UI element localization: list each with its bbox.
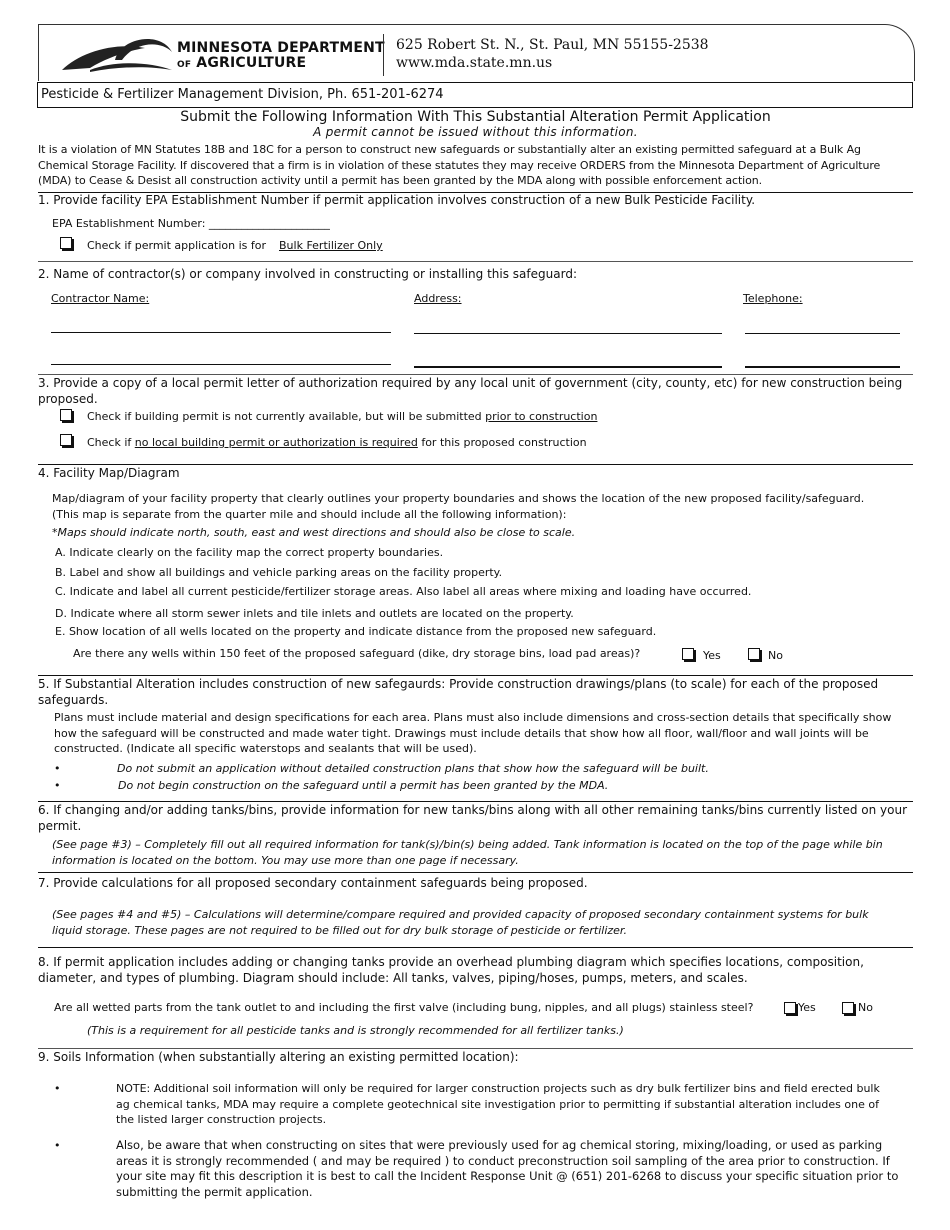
epa-number-field[interactable]: EPA Establishment Number: ______________________ [52, 217, 330, 230]
s9-bullet-1: NOTE: Additional soil information will only be required for larger construction projects such as dry bulk fertilizer bins and field erected bulk ag chemical tanks, MDA may require a complete geotechnical site investigation prior to permitting if substantial alteration includes one of the listed larger construction projects. [116, 1082, 880, 1126]
logo-line2: AGRICULTURE [196, 55, 307, 71]
s4-item-c: C. Indicate and label all current pesticide/fertilizer storage areas. Also label all areas where mixing and loading have occurred. [55, 585, 752, 598]
stainless-no-label: No [858, 1001, 873, 1014]
s4-note: *Maps should indicate north, south, east and west directions and should also be close to scale. [52, 526, 576, 539]
section-divider [38, 1048, 913, 1049]
wells-no-label: No [768, 649, 783, 662]
header-divider [383, 34, 384, 76]
address-input-2[interactable] [414, 366, 722, 368]
s4-item-e: E. Show location of all wells located on the property and indicate distance from the proposed new safeguard. [55, 625, 657, 638]
logo-wordmark [177, 41, 385, 73]
s6-heading: 6. If changing and/or adding tanks/bins, provide information for new tanks/bins along with all other remaining tanks/bins currently listed on your permit. [38, 803, 908, 833]
s4-body: Map/diagram of your facility property that clearly outlines your property boundaries and shows the location of the new proposed facility/safeguard. (This map is separate from the quarter mile and should include all the following information): [52, 492, 865, 521]
contractor-name-input-1[interactable] [51, 332, 391, 333]
logo-of: OF [177, 60, 192, 70]
section-divider [38, 261, 913, 262]
mda-logo-icon [60, 30, 175, 74]
bulk-fertilizer-checkbox[interactable] [60, 237, 72, 249]
contractor-name-label: Contractor Name: [51, 292, 150, 305]
s5-bullet-1: Do not submit an application without detailed construction plans that show how the safeguard will be built. [117, 762, 709, 775]
stainless-yes-checkbox[interactable] [784, 1002, 796, 1014]
s4-heading: 4. Facility Map/Diagram [38, 466, 180, 480]
section-divider [38, 947, 913, 948]
section-divider [38, 675, 913, 676]
intro-paragraph: It is a violation of MN Statutes 18B and 18C for a person to construct new safeguards or substantially alter an existing permitted safeguard at a Bulk Ag Chemical Storage Facility. If discovered that a firm is in violation of these statutes they may receive ORDERS from the Minnesota Department of Agriculture (MDA) to Cease & Desist all construction activity until a permit has been granted by the MDA along with possible enforcement action. [38, 143, 881, 187]
header-address-block [396, 36, 709, 72]
section-divider [38, 801, 913, 802]
s8-stainless-question: Are all wetted parts from the tank outlet to and including the first valve (including bung, nipples, and all plugs) stainless steel? [54, 1001, 754, 1014]
s5-body: Plans must include material and design specifications for each area. Plans must also include dimensions and cross-section details that specifically show how the safeguard will be constructed and made water tight. Drawings must include details that show how all floor, wall/floor and wall joints will be constructed. (Indicate all specific waterstops and sealants that will be used). [54, 711, 892, 755]
permit-later-checkbox[interactable] [60, 409, 72, 421]
bullet: • [54, 762, 61, 775]
bullet: • [54, 1139, 61, 1152]
stainless-yes-label: Yes [798, 1001, 816, 1014]
section-divider [38, 374, 913, 375]
s3-check1-label: Check if building permit is not currently available, but will be submitted prior to construction [87, 410, 598, 423]
s4-wells-question: Are there any wells within 150 feet of the proposed safeguard (dike, dry storage bins, load pad areas)? [73, 647, 641, 660]
telephone-input-2[interactable] [745, 366, 900, 368]
page-title: Submit the Following Information With This Substantial Alteration Permit Application [180, 109, 771, 125]
address-input-1[interactable] [414, 333, 722, 334]
s2-heading: 2. Name of contractor(s) or company involved in constructing or installing this safeguard: [38, 267, 577, 281]
s4-item-d: D. Indicate where all storm sewer inlets and tile inlets and outlets are located on the property. [55, 607, 574, 620]
s9-bullet-2: Also, be aware that when constructing on sites that were previously used for ag chemical storing, mixing/loading, or used as parking areas it is strongly recommended ( and may be required ) to conduct preconstruction soil sampling of the area prior to construction. If your site may fit this description it is best to call the Incident Response Unit @ (651) 201-6268 to discuss your specific situation prior to submitting the permit application. [116, 1138, 899, 1199]
s7-heading: 7. Provide calculations for all proposed secondary containment safeguards being proposed. [38, 876, 588, 890]
section-divider [38, 872, 913, 873]
s7-note: (See pages #4 and #5) – Calculations will determine/compare required and provided capacity of proposed secondary containment systems for bulk liquid storage. These pages are not required to be filled out for dry bulk storage of pesticide or fertilizer. [52, 908, 869, 937]
division-line: Pesticide & Fertilizer Management Division, Ph. 651-201-6274 [41, 87, 444, 102]
contractor-name-input-2[interactable] [51, 364, 391, 365]
s1-check-label: Check if permit application is for [87, 239, 267, 252]
s6-note: (See page #3) – Completely fill out all required information for tank(s)/bin(s) being added. Tank information is located on the top of the page while bin information is located on the bottom. You may use more than one page if necessary. [52, 838, 883, 867]
s3-heading: 3. Provide a copy of a local permit letter of authorization required by any local unit of government (city, county, etc) for new construction being proposed. [38, 376, 903, 406]
header-address: 625 Robert St. N., St. Paul, MN 55155-2538 [396, 37, 709, 53]
s4-item-a: A. Indicate clearly on the facility map the correct property boundaries. [55, 546, 444, 559]
telephone-input-1[interactable] [745, 333, 900, 334]
no-local-permit-checkbox[interactable] [60, 434, 72, 446]
section-divider [38, 464, 913, 465]
s4-item-b: B. Label and show all buildings and vehicle parking areas on the facility property. [55, 566, 503, 579]
bullet: • [54, 779, 61, 792]
wells-yes-checkbox[interactable] [682, 648, 694, 660]
s8-heading: 8. If permit application includes adding or changing tanks provide an overhead plumbing diagram which specifies locations, composition, diameter, and types of plumbing. Diagram should include: All tanks, valves, piping/hoses, pumps, meters, and scales. [38, 955, 864, 985]
s9-heading: 9. Soils Information (when substantially altering an existing permitted location): [38, 1050, 519, 1064]
wells-no-checkbox[interactable] [748, 648, 760, 660]
telephone-label: Telephone: [743, 292, 803, 305]
logo-line1: MINNESOTA DEPARTMENT [177, 40, 385, 56]
s8-note: (This is a requirement for all pesticide tanks and is strongly recommended for all fertilizer tanks.) [87, 1024, 624, 1037]
stainless-no-checkbox[interactable] [842, 1002, 854, 1014]
page-subtitle: A permit cannot be issued without this information. [313, 125, 638, 139]
s3-check2-label: Check if no local building permit or authorization is required for this proposed construction [87, 436, 587, 449]
bullet: • [54, 1082, 61, 1095]
header-website[interactable]: www.mda.state.mn.us [396, 55, 553, 71]
s5-heading: 5. If Substantial Alteration includes construction of new safegaurds: Provide construction drawings/plans (to scale) for each of the proposed safeguards. [38, 677, 879, 707]
s1-check-emphasis: Bulk Fertilizer Only [279, 239, 383, 252]
wells-yes-label: Yes [703, 649, 721, 662]
s5-bullet-2: Do not begin construction on the safeguard until a permit has been granted by the MDA. [118, 779, 609, 792]
address-label: Address: [414, 292, 462, 305]
s1-heading: 1. Provide facility EPA Establishment Number if permit application involves construction of a new Bulk Pesticide Facility. [38, 193, 756, 207]
